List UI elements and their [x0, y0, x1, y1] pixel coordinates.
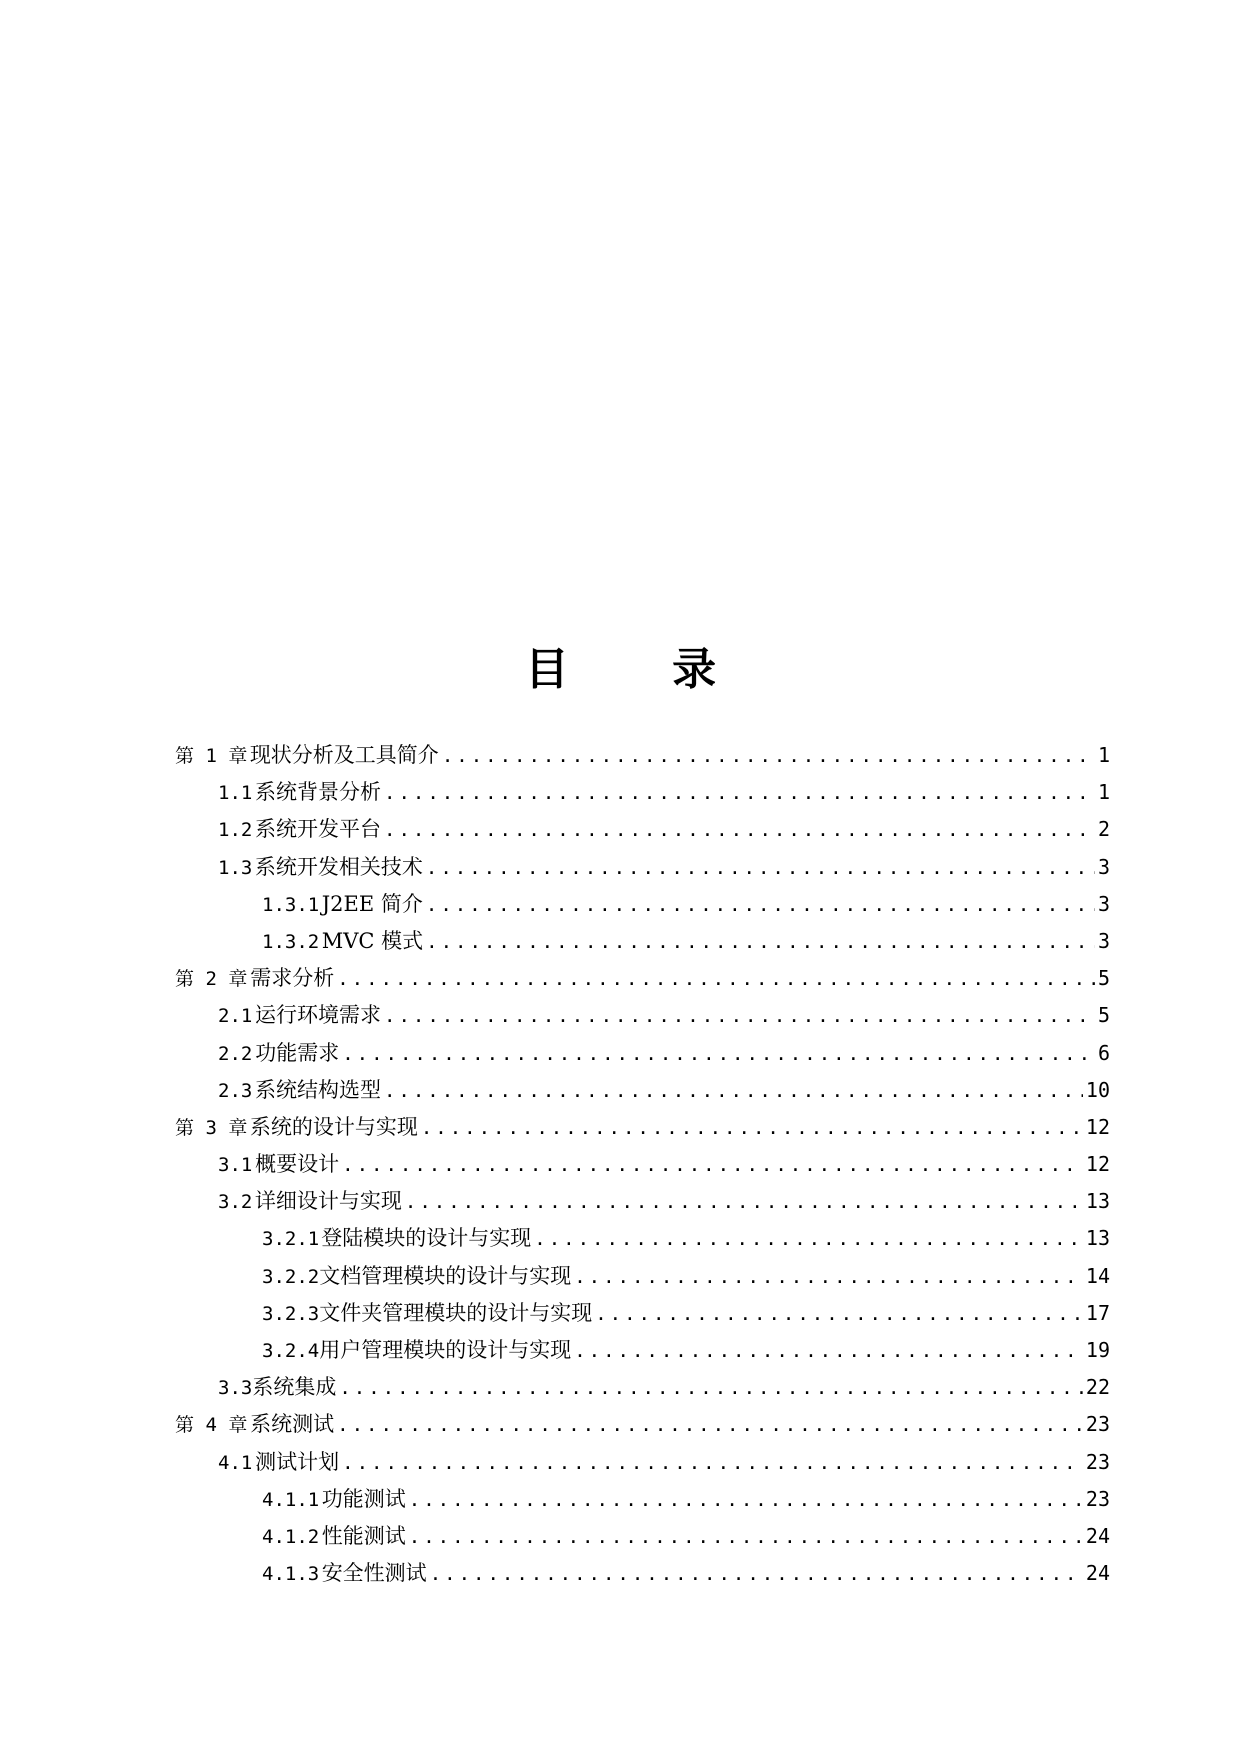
toc-entry-number: 1.3	[218, 856, 253, 879]
toc-entry-text: 登陆模块的设计与实现	[321, 1226, 532, 1251]
toc-dot-leader	[595, 1296, 1083, 1333]
toc-entry[interactable]	[175, 923, 1110, 960]
toc-entry-text: MVC 模式	[321, 928, 424, 953]
toc-entry-page: 22	[1085, 1375, 1110, 1400]
toc-entry-number: 1.3.2	[262, 930, 320, 953]
toc-entry-number: 第 2 章	[175, 968, 248, 991]
toc-entry-text: J2EE 简介	[321, 891, 423, 916]
toc-dot-leader	[426, 887, 1095, 924]
toc-entry-text: 需求分析	[250, 966, 335, 991]
toc-entry-number: 3.2.3	[262, 1302, 320, 1325]
toc-entry-number: 3.2.2	[262, 1265, 320, 1288]
toc-entry-text: 文件夹管理模块的设计与实现	[319, 1300, 593, 1325]
toc-list	[175, 737, 1110, 1592]
toc-entry[interactable]	[175, 849, 1110, 886]
toc-title: 目 录	[524, 644, 761, 695]
toc-entry-text: 现状分析及工具简介	[249, 743, 439, 767]
toc-entry-number: 4.1.2	[262, 1525, 320, 1548]
toc-dot-leader	[574, 1259, 1083, 1296]
toc-entry-page: 12	[1085, 1152, 1110, 1177]
toc-dot-leader	[342, 1036, 1095, 1073]
toc-entry-page: 2	[1097, 817, 1110, 842]
toc-entry[interactable]	[175, 811, 1110, 848]
toc-entry[interactable]	[175, 1444, 1110, 1481]
toc-entry-number: 3.3	[218, 1377, 253, 1400]
toc-dot-leader	[339, 1370, 1083, 1407]
toc-entry-text: 用户管理模块的设计与实现	[319, 1338, 572, 1362]
toc-entry-number: 4.1	[218, 1451, 253, 1474]
toc-entry-text: 详细设计与实现	[254, 1189, 402, 1214]
toc-entry-number: 2.3	[218, 1079, 253, 1102]
toc-entry-text: 安全性测试	[321, 1561, 427, 1586]
toc-entry-text: 系统集成	[252, 1375, 337, 1400]
toc-entry-text: 文档管理模块的设计与实现	[319, 1263, 572, 1288]
toc-entry[interactable]	[175, 1332, 1110, 1369]
toc-entry-number: 3.2.4	[262, 1340, 320, 1362]
toc-entry[interactable]	[175, 1406, 1110, 1443]
toc-entry-number: 1.2	[218, 819, 253, 842]
toc-dot-leader	[534, 1221, 1083, 1258]
toc-entry-text: 功能需求	[255, 1040, 340, 1065]
toc-dot-leader	[384, 1073, 1083, 1110]
toc-entry-text: 运行环境需求	[255, 1003, 382, 1028]
toc-entry[interactable]	[175, 1072, 1110, 1109]
toc-entry-number: 第 4 章	[175, 1414, 248, 1437]
toc-entry-text: 性能测试	[321, 1523, 406, 1548]
toc-entry[interactable]	[175, 960, 1110, 997]
toc-entry-text: 系统结构选型	[254, 1077, 381, 1102]
toc-entry[interactable]	[175, 1518, 1110, 1555]
toc-entry-text: 系统测试	[250, 1412, 335, 1437]
toc-dot-leader	[384, 812, 1095, 849]
toc-entry-page: 19	[1085, 1338, 1110, 1362]
toc-entry[interactable]	[175, 1220, 1110, 1257]
toc-dot-leader	[384, 998, 1095, 1035]
toc-entry-page: 17	[1085, 1300, 1110, 1325]
toc-entry[interactable]	[175, 1295, 1110, 1332]
toc-entry-number: 第 3 章	[175, 1116, 248, 1139]
toc-entry-text: 功能测试	[321, 1486, 406, 1511]
toc-entry[interactable]	[175, 1146, 1110, 1183]
toc-entry-text: 系统的设计与实现	[249, 1114, 418, 1139]
toc-entry-number: 1.1	[218, 782, 253, 805]
toc-entry-number: 3.2	[218, 1191, 253, 1214]
toc-dot-leader	[421, 1110, 1083, 1147]
toc-entry[interactable]	[175, 997, 1110, 1034]
toc-entry[interactable]	[175, 1258, 1110, 1295]
toc-entry-number: 2.1	[218, 1005, 253, 1028]
toc-entry-page: 23	[1085, 1449, 1110, 1474]
toc-entry-page: 3	[1097, 891, 1110, 916]
toc-dot-leader	[384, 775, 1095, 812]
toc-dot-leader	[409, 1482, 1083, 1519]
toc-entry-page: 13	[1085, 1189, 1110, 1214]
toc-entry-text: 系统背景分析	[255, 780, 382, 805]
toc-entry-text: 系统开发相关技术	[254, 854, 423, 879]
toc-entry-page: 23	[1085, 1412, 1110, 1437]
toc-dot-leader	[405, 1184, 1083, 1221]
toc-entry-page: 12	[1085, 1114, 1110, 1139]
toc-entry[interactable]	[175, 886, 1110, 923]
toc-entry-page: 3	[1097, 928, 1110, 953]
toc-dot-leader	[342, 1445, 1083, 1482]
toc-entry-page: 1	[1097, 780, 1110, 805]
toc-entry-page: 5	[1097, 966, 1110, 991]
toc-entry-page: 24	[1085, 1561, 1110, 1586]
toc-dot-leader	[337, 961, 1095, 998]
toc-dot-leader	[409, 1519, 1083, 1556]
toc-entry[interactable]	[175, 1183, 1110, 1220]
toc-entry[interactable]	[175, 1481, 1110, 1518]
toc-entry[interactable]	[175, 1035, 1110, 1072]
toc-entry[interactable]	[175, 774, 1110, 811]
toc-dot-leader	[574, 1333, 1083, 1370]
toc-entry-page: 14	[1085, 1263, 1110, 1288]
toc-entry-page: 1	[1097, 743, 1110, 767]
toc-entry-page: 13	[1085, 1226, 1110, 1251]
toc-entry[interactable]	[175, 1555, 1110, 1592]
toc-entry-text: 系统开发平台	[255, 817, 382, 842]
toc-entry-number: 4.1.1	[262, 1488, 320, 1511]
toc-entry-page: 3	[1097, 854, 1110, 879]
toc-entry-number: 3.2.1	[262, 1228, 320, 1251]
toc-dot-leader	[337, 1407, 1083, 1444]
toc-dot-leader	[426, 850, 1095, 887]
toc-entry-number: 2.2	[218, 1042, 253, 1065]
toc-entry-text: 测试计划	[255, 1449, 340, 1474]
toc-dot-leader	[442, 738, 1095, 775]
toc-entry[interactable]	[175, 1369, 1110, 1406]
toc-entry[interactable]	[175, 737, 1110, 774]
toc-dot-leader	[342, 1147, 1083, 1184]
toc-entry-number: 3.1	[218, 1154, 253, 1177]
toc-entry-page: 6	[1097, 1040, 1110, 1065]
toc-entry-page: 23	[1085, 1486, 1110, 1511]
toc-entry-text: 概要设计	[255, 1152, 340, 1177]
toc-entry-number: 第 1 章	[175, 745, 248, 767]
toc-dot-leader	[426, 924, 1095, 961]
toc-entry-number: 4.1.3	[262, 1563, 320, 1586]
toc-entry-number: 1.3.1	[262, 893, 320, 916]
toc-entry[interactable]	[175, 1109, 1110, 1146]
toc-entry-page: 10	[1085, 1077, 1110, 1102]
toc-dot-leader	[430, 1556, 1083, 1593]
toc-entry-page: 5	[1097, 1003, 1110, 1028]
toc-entry-page: 24	[1085, 1523, 1110, 1548]
